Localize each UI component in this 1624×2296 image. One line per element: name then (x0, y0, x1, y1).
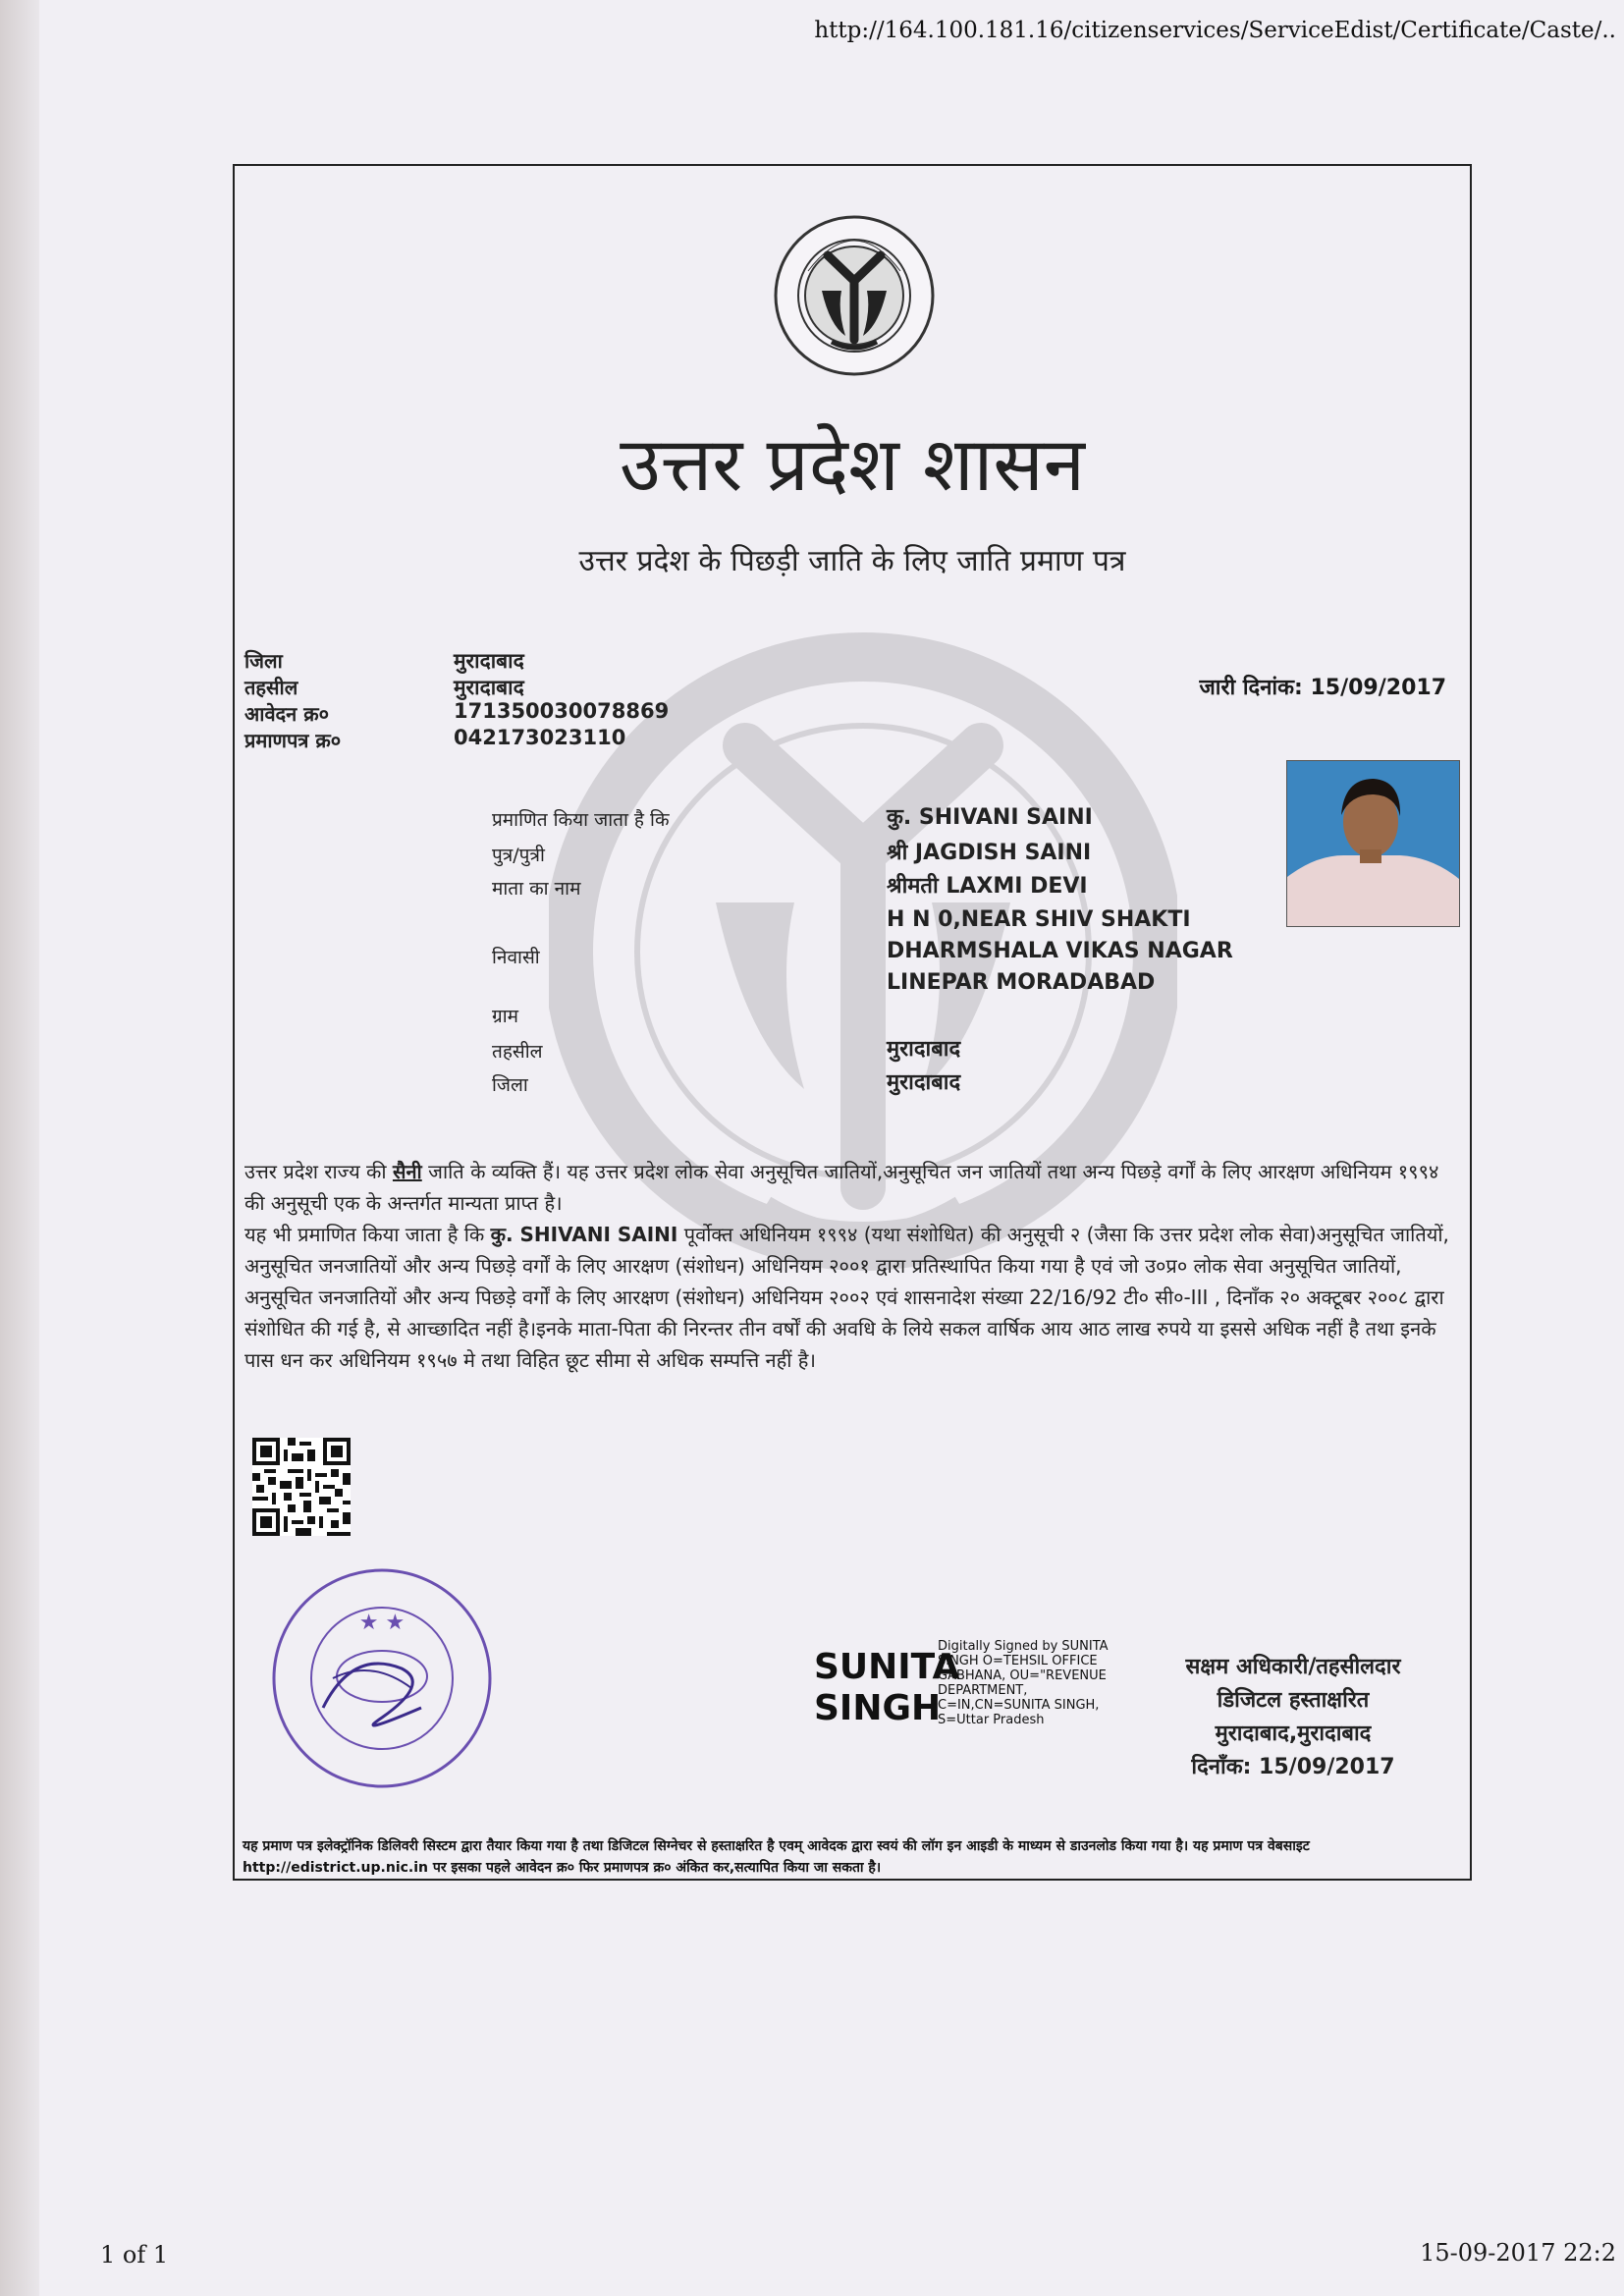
village-label: ग्राम (492, 1006, 518, 1027)
issuing-officer (1146, 1651, 1440, 1784)
resident-label: निवासी (492, 947, 540, 968)
address-line-1: H N 0,NEAR SHIV SHAKTI (887, 907, 1191, 932)
officer-date: दिनाँक: 15/09/2017 (1191, 1755, 1395, 1779)
address-line-2: DHARMSHALA VIKAS NAGAR (887, 939, 1233, 963)
cyber-cafe-seal (264, 1560, 500, 1796)
certificate-no-value: 042173023110 (454, 726, 626, 749)
up-government-emblem (771, 212, 938, 379)
applicant-name: कु. SHIVANI SAINI (887, 805, 1093, 830)
print-url: http://164.100.181.16/citizenservices/ServiceEdist/Certificate/Caste/.. (814, 18, 1616, 43)
caste-statement: उत्तर प्रदेश राज्य की सैनी जाति के व्यक्ति हैं। यह उत्तर प्रदेश लोक सेवा अनुसूचित जातियों,अनुसूचित जन जातियों तथा अन्य पिछड़े वर्गों के लिए आरक्षण अधिनियम १९९४ की अनुसूची एक के अन्तर्गत मान्यता प्राप्त है। (244, 1160, 1439, 1215)
digitally-signed-label: डिजिटल हस्ताक्षरित (1217, 1688, 1370, 1713)
page-margin (0, 0, 39, 2296)
tehsil-label-2: तहसील (492, 1041, 543, 1063)
officer-place: मुरादाबाद,मुरादाबाद (1215, 1722, 1372, 1746)
issue-date-label: जारी दिनांक: (1199, 676, 1303, 700)
application-no-value: 171350030078869 (454, 699, 670, 723)
mother-name-label: माता का नाम (492, 878, 581, 900)
print-timestamp: 15-09-2017 22:2 (1420, 2239, 1616, 2267)
page-count: 1 of 1 (100, 2241, 169, 2269)
district-label: जिला (244, 649, 283, 673)
tehsil-value: मुरादाबाद (454, 676, 524, 699)
qr-code (252, 1438, 351, 1536)
certificate-text (244, 1156, 1462, 1376)
son-daughter-label: पुत्र/पुत्री (492, 845, 545, 866)
certificate (233, 164, 1472, 1881)
applicant-name-inline: कु. SHIVANI SAINI (490, 1223, 678, 1246)
district-value-2: मुरादाबाद (887, 1070, 961, 1095)
caste-name: सैनी (392, 1160, 422, 1183)
income-statement: यह भी प्रमाणित किया जाता है कि कु. SHIVANI SAINI पूर्वोक्त अधिनियम १९९४ (यथा संशोधित) की अनुसूची २ (जैसा कि उत्तर प्रदेश लोक सेवा)अनुसूचित जातियों, अनुसूचित जनजातियों और अन्य पिछड़े वर्गों के लिए आरक्षण (संशोधन) अधिनियम २००१ द्वारा प्रतिस्थापित किया गया है एवं जो उ०प्र० लोक सेवा अनुसूचित जातियों, अनुसूचित जनजातियों और अन्य पिछड़े वर्गों के लिए आरक्षण (संशोधन) अधिनियम २००२ एवं शासनादेश संख्या 22/16/92 टी० सी०-III , दिनाँक २० अक्टूबर २००८ द्वारा संशोधित की गई है, से आच्छादित नहीं है।इनके माता-पिता की निरन्तर तीन वर्षों की अवधि के लिये सकल वार्षिक आय आठ लाख रुपये या इससे अधिक नहीं है तथा इनके पास धन कर अधिनियम १९५७ मे तथा विहित छूट सीमा से अधिक सम्पत्ति नहीं है। (244, 1223, 1449, 1372)
father-name: श्री JAGDISH SAINI (887, 841, 1092, 865)
applicant-photo (1286, 760, 1460, 927)
address-line-3: LINEPAR MORADABAD (887, 970, 1156, 995)
tehsil-value-2: मुरादाबाद (887, 1037, 961, 1062)
mother-name: श्रीमती LAXMI DEVI (887, 874, 1088, 899)
tehsil-label: तहसील (244, 676, 298, 699)
digital-signature-details: Digitally Signed by SUNITA SINGH O=TEHSIL OFFICE GABHANA, OU="REVENUE DEPARTMENT, C=IN,CN=SUNITA SINGH, S=Uttar Pradesh (938, 1639, 1109, 1727)
district-value: मुरादाबाद (454, 649, 524, 673)
government-title: उत्तर प्रदेश शासन (620, 420, 1085, 508)
issue-date-value: 15/09/2017 (1310, 676, 1446, 700)
officer-designation: सक्षम अधिकारी/तहसीलदार (1185, 1655, 1401, 1679)
verification-note: यह प्रमाण पत्र इलेक्ट्रॉनिक डिलिवरी सिस्टम द्वारा तैयार किया गया है तथा डिजिटल सिग्नेचर से हस्ताक्षरित है एवम् आवेदक द्वारा स्वयं की लॉग इन आइडी के माध्यम से डाउनलोड किया गया है। यह प्रमाण पत्र वेबसाइट http://edistrict.up.nic.in पर इसका पहले आवेदन क्र० फिर प्रमाणपत्र क्र० अंकित कर,सत्यापित किया जा सकता है। (243, 1838, 1310, 1876)
certificate-title: उत्तर प्रदेश के पिछड़ी जाति के लिए जाति प्रमाण पत्र (578, 544, 1126, 578)
issue-date (1199, 672, 1446, 701)
certified-label: प्रमाणित किया जाता है कि (492, 809, 670, 831)
district-label-2: जिला (492, 1074, 528, 1096)
svg-text:★ ★: ★ ★ (358, 1611, 406, 1635)
certificate-no-label: प्रमाणपत्र क्र० (244, 729, 342, 752)
scanned-page (39, 0, 1624, 2296)
digital-signer-name: SUNITA SINGH (814, 1647, 960, 1728)
application-no-label: आवेदन क्र० (244, 702, 330, 726)
